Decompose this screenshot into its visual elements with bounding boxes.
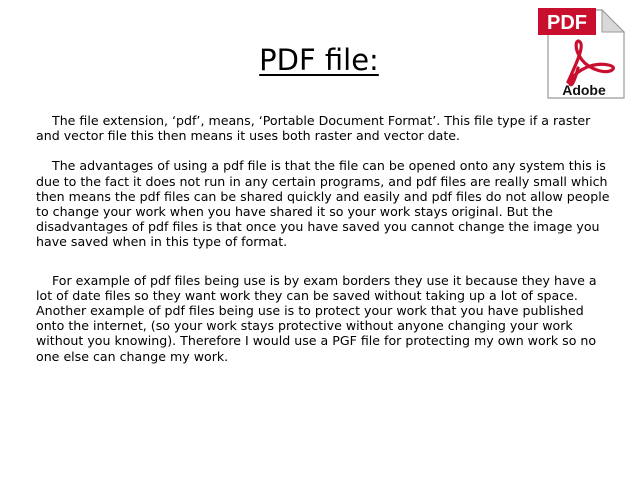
pdf-logo-graphic	[538, 4, 630, 102]
page-title: PDF file:	[259, 43, 379, 77]
adobe-label: Adobe	[562, 82, 606, 98]
pdf-file-icon	[538, 4, 630, 102]
paragraph-examples: For example of pdf files being use is by exam borders they use it because they have a lot of date files so they want work they can be saved without taking up a lot of space. Another example of pdf files being use is to protect your work that you have published onto the internet, (so your work stays protective without anyone changing your work without you knowing). Therefore I would use a PGF file for protecting my own work so no one else can change my work.	[36, 272, 597, 364]
body-text	[36, 113, 616, 364]
paragraph-advantages: The advantages of using a pdf file is that the file can be opened onto any system this is due to the fact it does not run in any certain programs, and pdf files are really small which then means the pdf files can be shared quickly and easily and pdf files do not allow people to change your work when you have shared it so your work stays original. But the disadvantages of pdf files is that once you have saved you cannot change the image you have saved when in this type of format.	[36, 158, 610, 250]
pdf-label: PDF	[547, 12, 587, 34]
paragraph-definition: The file extension, ‘pdf’, means, ‘Portable Document Format’. This file type if a raster and vector file this then means it uses both raster and vector date.	[36, 113, 591, 144]
